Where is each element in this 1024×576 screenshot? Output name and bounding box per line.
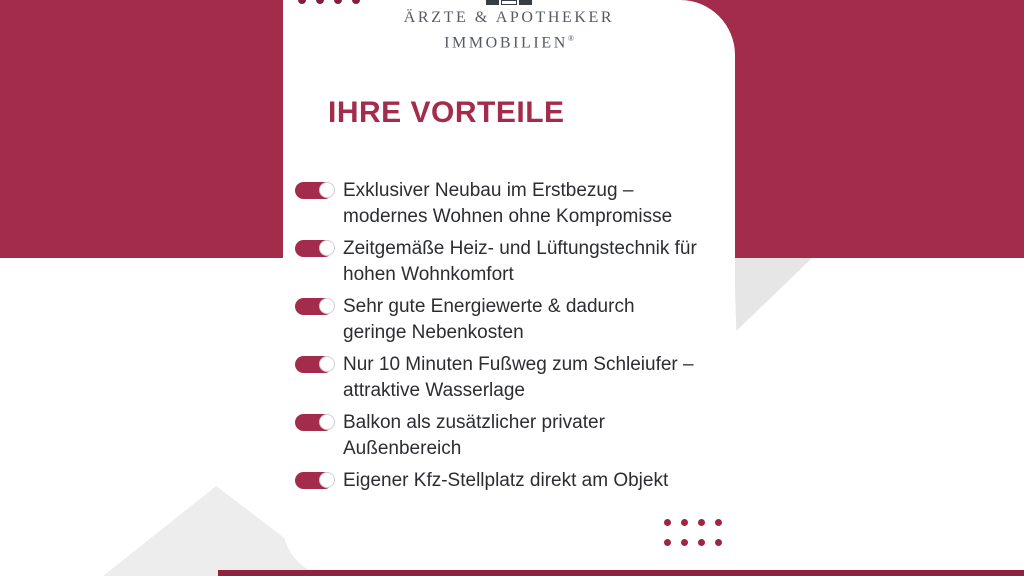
benefit-text: Eigener Kfz-Stellplatz direkt am Objekt	[343, 470, 669, 491]
toggle-knob	[319, 182, 335, 198]
dot-icon	[681, 539, 688, 546]
benefit-item	[295, 178, 725, 230]
corner-dots-bottom-right	[664, 519, 722, 546]
dot-icon	[681, 519, 688, 526]
benefit-item	[295, 294, 725, 346]
content-card	[283, 0, 735, 576]
toggle-knob	[319, 240, 335, 256]
dot-icon	[664, 519, 671, 526]
page-title: IHRE VORTEILE	[328, 96, 565, 129]
benefit-item	[295, 410, 725, 462]
bottom-accent-bar	[218, 570, 1024, 576]
logo-building-icon	[283, 0, 735, 5]
benefit-item	[295, 236, 725, 288]
dot-icon	[715, 519, 722, 526]
benefit-item	[295, 468, 725, 494]
benefit-item	[295, 352, 725, 404]
toggle-on-icon	[295, 182, 333, 199]
logo	[283, 0, 735, 53]
toggle-on-icon	[295, 298, 333, 315]
toggle-knob	[319, 298, 335, 314]
toggle-on-icon	[295, 240, 333, 257]
gray-triangle-right	[734, 258, 812, 331]
toggle-knob	[319, 472, 335, 488]
benefit-text: Zeitgemäße Heiz- und Lüftungstechnik für hohen Wohnkomfort	[343, 238, 697, 285]
registered-mark: ®	[567, 34, 574, 43]
benefit-text: Sehr gute Energiewerte & dadurch geringe Nebenkosten	[343, 296, 635, 343]
benefit-text: Balkon als zusätzlicher privater Außenbereich	[343, 412, 605, 459]
dot-icon	[715, 539, 722, 546]
benefit-text: Nur 10 Minuten Fußweg zum Schleiufer – attraktive Wasserlage	[343, 354, 694, 401]
toggle-on-icon	[295, 472, 333, 489]
benefits-list	[295, 178, 725, 500]
toggle-on-icon	[295, 414, 333, 431]
toggle-on-icon	[295, 356, 333, 373]
dot-icon	[698, 519, 705, 526]
benefit-text: Exklusiver Neubau im Erstbezug – modernes Wohnen ohne Kompromisse	[343, 180, 673, 227]
toggle-knob	[319, 356, 335, 372]
dot-icon	[664, 539, 671, 546]
logo-name-line1: ÄRZTE & APOTHEKER	[403, 9, 615, 26]
toggle-knob	[319, 414, 335, 430]
logo-name-line2: IMMOBILIEN®	[444, 34, 574, 52]
dot-icon	[698, 539, 705, 546]
